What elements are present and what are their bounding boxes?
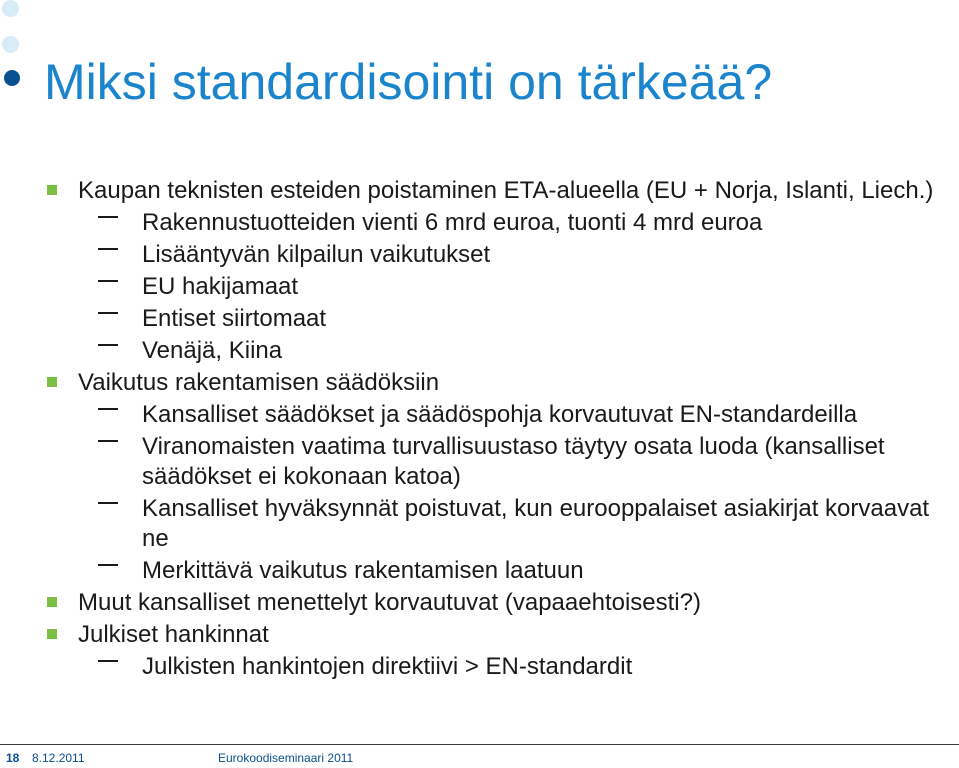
footer-event-name: Eurokoodiseminaari 2011 xyxy=(218,751,354,765)
sub-bullet-text: Merkittävä vaikutus rakentamisen laatuun xyxy=(142,557,584,584)
dash-bullet-icon xyxy=(98,216,118,218)
sub-bullet-item xyxy=(0,556,959,586)
dash-bullet-icon xyxy=(98,440,118,442)
sub-bullet-item xyxy=(0,494,959,554)
sub-bullet-item xyxy=(0,240,959,270)
slide-title: Miksi standardisointi on tärkeää? xyxy=(44,54,773,110)
sub-bullet-item xyxy=(0,304,959,334)
bullet-item xyxy=(0,368,959,398)
decor-dot-dark xyxy=(4,70,20,86)
bullet-item xyxy=(0,176,959,206)
sub-bullet-text: Kansalliset hyväksynnät poistuvat, kun eurooppalaiset asiakirjat korvaavat ne xyxy=(142,495,930,552)
square-bullet-icon xyxy=(47,185,57,195)
dash-bullet-icon xyxy=(98,502,118,504)
sub-bullet-text: Julkisten hankintojen direktiivi > EN-standardit xyxy=(142,653,633,680)
dash-bullet-icon xyxy=(98,312,118,314)
decor-dot-light-top xyxy=(2,0,19,17)
sub-bullet-text: Lisääntyvän kilpailun vaikutukset xyxy=(142,241,491,268)
dash-bullet-icon xyxy=(98,248,118,250)
bullet-text: Muut kansalliset menettelyt korvautuvat (vapaaehtoisesti?) xyxy=(78,589,701,616)
dash-bullet-icon xyxy=(98,408,118,410)
page-number: 18 xyxy=(6,751,20,765)
bullet-item xyxy=(0,588,959,618)
sub-bullet-item xyxy=(0,336,959,366)
sub-bullet-text: Viranomaisten vaatima turvallisuustaso täytyy osata luoda (kansalliset säädökset ei kokonaan katoa) xyxy=(142,433,885,490)
sub-bullet-item xyxy=(0,652,959,682)
bullet-text: Kaupan teknisten esteiden poistaminen ETA-alueella (EU + Norja, Islanti, Liech.) xyxy=(78,177,934,204)
dash-bullet-icon xyxy=(98,280,118,282)
footer-date: 8.12.2011 xyxy=(32,751,85,765)
sub-bullet-item xyxy=(0,272,959,302)
sub-bullet-text: Entiset siirtomaat xyxy=(142,305,327,332)
footer-divider xyxy=(0,744,959,745)
sub-bullet-text: EU hakijamaat xyxy=(142,273,299,300)
square-bullet-icon xyxy=(47,629,57,639)
square-bullet-icon xyxy=(47,597,57,607)
sub-bullet-item xyxy=(0,400,959,430)
dash-bullet-icon xyxy=(98,564,118,566)
sub-bullet-text: Kansalliset säädökset ja säädöspohja korvautuvat EN-standardeilla xyxy=(142,401,858,428)
decor-dot-light-middle xyxy=(2,36,19,53)
bullet-item xyxy=(0,620,959,650)
bullet-text: Vaikutus rakentamisen säädöksiin xyxy=(78,369,440,396)
sub-bullet-text: Venäjä, Kiina xyxy=(142,337,283,364)
sub-bullet-item xyxy=(0,432,959,492)
bullet-text: Julkiset hankinnat xyxy=(78,621,269,648)
sub-bullet-item xyxy=(0,208,959,238)
sub-bullet-text: Rakennustuotteiden vienti 6 mrd euroa, tuonti 4 mrd euroa xyxy=(142,209,763,236)
square-bullet-icon xyxy=(47,377,57,387)
bullet-list xyxy=(0,176,959,684)
dash-bullet-icon xyxy=(98,660,118,662)
dash-bullet-icon xyxy=(98,344,118,346)
